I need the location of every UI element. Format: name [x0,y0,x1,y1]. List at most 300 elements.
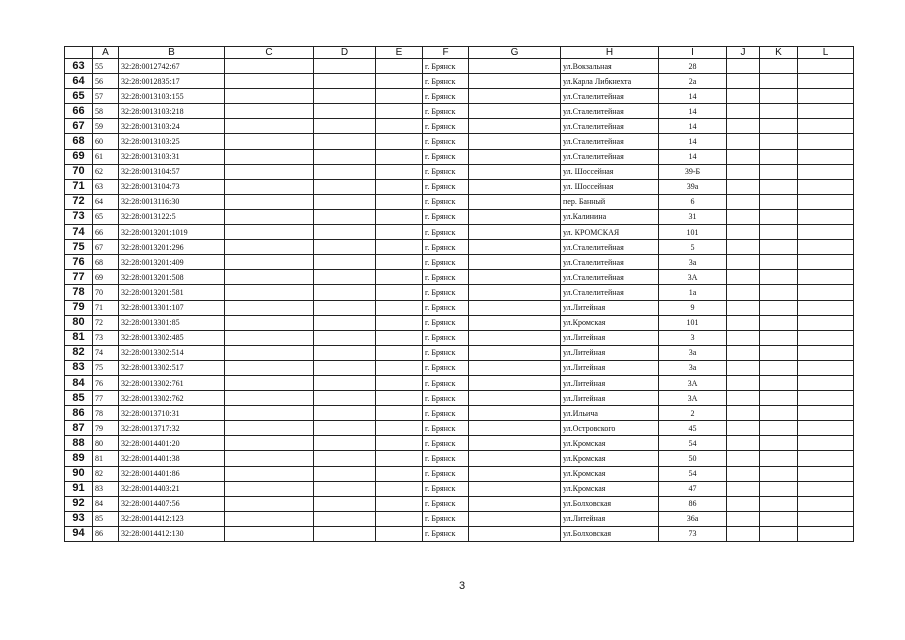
row-number[interactable]: 65 [65,89,93,104]
cell-l[interactable] [798,285,854,300]
cell-l[interactable] [798,406,854,421]
cell-k[interactable] [760,194,798,209]
column-header-k[interactable]: K [760,47,798,59]
cell-k[interactable] [760,391,798,406]
cell-c[interactable] [225,74,314,89]
cell-a[interactable]: 59 [93,119,119,134]
cell-j[interactable] [727,345,760,360]
cell-j[interactable] [727,149,760,164]
cell-h[interactable]: ул. КРОМСКАЯ [561,225,659,240]
cell-c[interactable] [225,481,314,496]
column-header-i[interactable]: I [659,47,727,59]
cell-b[interactable]: 32:28:0013301:107 [119,300,225,315]
cell-d[interactable] [314,406,376,421]
row-number[interactable]: 71 [65,179,93,194]
cell-e[interactable] [376,194,423,209]
cell-c[interactable] [225,526,314,541]
cell-e[interactable] [376,255,423,270]
cell-j[interactable] [727,330,760,345]
cell-c[interactable] [225,315,314,330]
cell-d[interactable] [314,300,376,315]
cell-i[interactable]: 3а [659,255,727,270]
cell-c[interactable] [225,285,314,300]
cell-e[interactable] [376,466,423,481]
cell-k[interactable] [760,179,798,194]
cell-g[interactable] [469,149,561,164]
cell-l[interactable] [798,436,854,451]
cell-c[interactable] [225,209,314,224]
cell-f[interactable]: г. Брянск [423,164,469,179]
cell-g[interactable] [469,451,561,466]
cell-g[interactable] [469,436,561,451]
column-header-d[interactable]: D [314,47,376,59]
cell-h[interactable]: ул.Калинина [561,209,659,224]
cell-i[interactable]: 9 [659,300,727,315]
cell-f[interactable]: г. Брянск [423,481,469,496]
cell-c[interactable] [225,270,314,285]
cell-f[interactable]: г. Брянск [423,345,469,360]
row-number[interactable]: 73 [65,209,93,224]
cell-h[interactable]: ул.Кромская [561,466,659,481]
cell-j[interactable] [727,194,760,209]
cell-i[interactable]: 5 [659,240,727,255]
cell-k[interactable] [760,104,798,119]
cell-e[interactable] [376,225,423,240]
cell-d[interactable] [314,481,376,496]
cell-c[interactable] [225,240,314,255]
cell-d[interactable] [314,89,376,104]
cell-j[interactable] [727,74,760,89]
cell-h[interactable]: ул.Сталелитейная [561,285,659,300]
cell-a[interactable]: 71 [93,300,119,315]
cell-j[interactable] [727,511,760,526]
cell-a[interactable]: 63 [93,179,119,194]
cell-b[interactable]: 32:28:0013103:31 [119,149,225,164]
cell-d[interactable] [314,315,376,330]
column-header-e[interactable]: E [376,47,423,59]
cell-e[interactable] [376,59,423,74]
cell-d[interactable] [314,225,376,240]
cell-c[interactable] [225,496,314,511]
cell-j[interactable] [727,375,760,390]
cell-e[interactable] [376,89,423,104]
cell-h[interactable]: ул.Кромская [561,451,659,466]
cell-d[interactable] [314,179,376,194]
cell-k[interactable] [760,466,798,481]
cell-c[interactable] [225,330,314,345]
cell-g[interactable] [469,240,561,255]
cell-c[interactable] [225,134,314,149]
cell-f[interactable]: г. Брянск [423,391,469,406]
cell-j[interactable] [727,315,760,330]
cell-g[interactable] [469,285,561,300]
cell-a[interactable]: 78 [93,406,119,421]
cell-i[interactable]: 3 [659,330,727,345]
cell-h[interactable]: ул.Кромская [561,315,659,330]
cell-j[interactable] [727,436,760,451]
cell-g[interactable] [469,421,561,436]
cell-i[interactable]: 14 [659,149,727,164]
cell-a[interactable]: 57 [93,89,119,104]
cell-d[interactable] [314,496,376,511]
cell-i[interactable]: 3А [659,270,727,285]
cell-f[interactable]: г. Брянск [423,436,469,451]
cell-a[interactable]: 85 [93,511,119,526]
cell-l[interactable] [798,511,854,526]
cell-i[interactable]: 6 [659,194,727,209]
cell-l[interactable] [798,89,854,104]
cell-f[interactable]: г. Брянск [423,526,469,541]
cell-h[interactable]: ул.Кромская [561,436,659,451]
cell-i[interactable]: 101 [659,315,727,330]
cell-i[interactable]: 54 [659,466,727,481]
cell-j[interactable] [727,391,760,406]
cell-h[interactable]: ул.Литейная [561,360,659,375]
row-number[interactable]: 81 [65,330,93,345]
cell-b[interactable]: 32:28:0013717:32 [119,421,225,436]
cell-h[interactable]: ул.Литейная [561,391,659,406]
cell-g[interactable] [469,406,561,421]
cell-g[interactable] [469,496,561,511]
cell-e[interactable] [376,436,423,451]
cell-l[interactable] [798,149,854,164]
cell-g[interactable] [469,119,561,134]
cell-l[interactable] [798,330,854,345]
cell-f[interactable]: г. Брянск [423,360,469,375]
row-number[interactable]: 89 [65,451,93,466]
cell-h[interactable]: ул.Сталелитейная [561,240,659,255]
cell-l[interactable] [798,240,854,255]
cell-k[interactable] [760,481,798,496]
cell-b[interactable]: 32:28:0013104:57 [119,164,225,179]
cell-d[interactable] [314,451,376,466]
cell-b[interactable]: 32:28:0013710:31 [119,406,225,421]
cell-k[interactable] [760,59,798,74]
cell-k[interactable] [760,240,798,255]
cell-d[interactable] [314,466,376,481]
row-number[interactable]: 83 [65,360,93,375]
cell-a[interactable]: 62 [93,164,119,179]
cell-k[interactable] [760,345,798,360]
cell-f[interactable]: г. Брянск [423,149,469,164]
cell-h[interactable]: ул.Сталелитейная [561,134,659,149]
cell-k[interactable] [760,164,798,179]
cell-f[interactable]: г. Брянск [423,255,469,270]
cell-d[interactable] [314,436,376,451]
cell-a[interactable]: 72 [93,315,119,330]
cell-g[interactable] [469,225,561,240]
cell-b[interactable]: 32:28:0014401:38 [119,451,225,466]
cell-a[interactable]: 55 [93,59,119,74]
cell-a[interactable]: 83 [93,481,119,496]
cell-d[interactable] [314,270,376,285]
cell-a[interactable]: 64 [93,194,119,209]
row-number[interactable]: 69 [65,149,93,164]
cell-e[interactable] [376,119,423,134]
cell-a[interactable]: 80 [93,436,119,451]
cell-f[interactable]: г. Брянск [423,496,469,511]
cell-l[interactable] [798,179,854,194]
column-header-h[interactable]: H [561,47,659,59]
cell-k[interactable] [760,496,798,511]
row-number[interactable]: 68 [65,134,93,149]
cell-c[interactable] [225,104,314,119]
corner-header[interactable] [65,47,93,59]
cell-i[interactable]: 2а [659,74,727,89]
cell-k[interactable] [760,330,798,345]
cell-c[interactable] [225,391,314,406]
cell-d[interactable] [314,104,376,119]
cell-e[interactable] [376,496,423,511]
cell-e[interactable] [376,149,423,164]
cell-l[interactable] [798,194,854,209]
cell-j[interactable] [727,89,760,104]
cell-k[interactable] [760,285,798,300]
cell-b[interactable]: 32:28:0014403:21 [119,481,225,496]
cell-d[interactable] [314,119,376,134]
cell-e[interactable] [376,345,423,360]
row-number[interactable]: 74 [65,225,93,240]
cell-j[interactable] [727,300,760,315]
cell-i[interactable]: 73 [659,526,727,541]
cell-b[interactable]: 32:28:0013201:581 [119,285,225,300]
cell-k[interactable] [760,134,798,149]
cell-e[interactable] [376,209,423,224]
cell-i[interactable]: 86 [659,496,727,511]
cell-i[interactable]: 14 [659,104,727,119]
row-number[interactable]: 64 [65,74,93,89]
cell-a[interactable]: 79 [93,421,119,436]
cell-k[interactable] [760,526,798,541]
cell-j[interactable] [727,285,760,300]
cell-g[interactable] [469,255,561,270]
cell-e[interactable] [376,451,423,466]
cell-a[interactable]: 67 [93,240,119,255]
row-number[interactable]: 91 [65,481,93,496]
cell-f[interactable]: г. Брянск [423,74,469,89]
cell-a[interactable]: 73 [93,330,119,345]
cell-j[interactable] [727,225,760,240]
cell-k[interactable] [760,255,798,270]
cell-i[interactable]: 31 [659,209,727,224]
cell-g[interactable] [469,164,561,179]
cell-a[interactable]: 68 [93,255,119,270]
cell-d[interactable] [314,285,376,300]
cell-l[interactable] [798,104,854,119]
cell-b[interactable]: 32:28:0013201:1019 [119,225,225,240]
cell-j[interactable] [727,59,760,74]
cell-c[interactable] [225,164,314,179]
cell-a[interactable]: 76 [93,375,119,390]
cell-c[interactable] [225,225,314,240]
cell-e[interactable] [376,375,423,390]
cell-h[interactable]: ул.Сталелитейная [561,255,659,270]
cell-l[interactable] [798,209,854,224]
cell-h[interactable]: ул.Литейная [561,345,659,360]
cell-g[interactable] [469,89,561,104]
cell-b[interactable]: 32:28:0013201:296 [119,240,225,255]
cell-h[interactable]: ул.Ильича [561,406,659,421]
cell-b[interactable]: 32:28:0013201:508 [119,270,225,285]
cell-d[interactable] [314,134,376,149]
cell-g[interactable] [469,179,561,194]
cell-c[interactable] [225,360,314,375]
cell-a[interactable]: 66 [93,225,119,240]
cell-a[interactable]: 58 [93,104,119,119]
cell-c[interactable] [225,179,314,194]
cell-k[interactable] [760,300,798,315]
cell-c[interactable] [225,89,314,104]
cell-h[interactable]: ул.Сталелитейная [561,149,659,164]
cell-j[interactable] [727,134,760,149]
cell-f[interactable]: г. Брянск [423,225,469,240]
cell-c[interactable] [225,194,314,209]
cell-b[interactable]: 32:28:0012742:67 [119,59,225,74]
cell-i[interactable]: 36а [659,511,727,526]
row-number[interactable]: 85 [65,391,93,406]
cell-f[interactable]: г. Брянск [423,194,469,209]
cell-c[interactable] [225,345,314,360]
cell-f[interactable]: г. Брянск [423,209,469,224]
cell-f[interactable]: г. Брянск [423,421,469,436]
cell-d[interactable] [314,149,376,164]
cell-i[interactable]: 50 [659,451,727,466]
cell-h[interactable]: ул.Болховская [561,496,659,511]
cell-a[interactable]: 69 [93,270,119,285]
row-number[interactable]: 82 [65,345,93,360]
row-number[interactable]: 88 [65,436,93,451]
row-number[interactable]: 67 [65,119,93,134]
cell-f[interactable]: г. Брянск [423,270,469,285]
cell-f[interactable]: г. Брянск [423,59,469,74]
cell-b[interactable]: 32:28:0013122:5 [119,209,225,224]
cell-i[interactable]: 101 [659,225,727,240]
cell-b[interactable]: 32:28:0013103:155 [119,89,225,104]
cell-f[interactable]: г. Брянск [423,240,469,255]
cell-c[interactable] [225,255,314,270]
cell-l[interactable] [798,481,854,496]
cell-j[interactable] [727,526,760,541]
cell-d[interactable] [314,526,376,541]
row-number[interactable]: 80 [65,315,93,330]
cell-g[interactable] [469,104,561,119]
cell-h[interactable]: ул.Сталелитейная [561,104,659,119]
cell-l[interactable] [798,345,854,360]
cell-i[interactable]: 14 [659,89,727,104]
cell-e[interactable] [376,421,423,436]
row-number[interactable]: 84 [65,375,93,390]
cell-i[interactable]: 3А [659,391,727,406]
cell-l[interactable] [798,164,854,179]
cell-d[interactable] [314,255,376,270]
cell-k[interactable] [760,360,798,375]
cell-d[interactable] [314,330,376,345]
row-number[interactable]: 92 [65,496,93,511]
column-header-c[interactable]: C [225,47,314,59]
cell-j[interactable] [727,270,760,285]
cell-g[interactable] [469,375,561,390]
cell-b[interactable]: 32:28:0013103:25 [119,134,225,149]
cell-k[interactable] [760,89,798,104]
cell-k[interactable] [760,421,798,436]
cell-g[interactable] [469,270,561,285]
cell-b[interactable]: 32:28:0012835:17 [119,74,225,89]
cell-d[interactable] [314,360,376,375]
cell-e[interactable] [376,315,423,330]
cell-d[interactable] [314,59,376,74]
cell-k[interactable] [760,270,798,285]
cell-g[interactable] [469,300,561,315]
cell-c[interactable] [225,466,314,481]
row-number[interactable]: 66 [65,104,93,119]
cell-a[interactable]: 81 [93,451,119,466]
cell-l[interactable] [798,300,854,315]
cell-h[interactable]: ул.Болховская [561,526,659,541]
cell-i[interactable]: 39-Б [659,164,727,179]
cell-l[interactable] [798,225,854,240]
cell-l[interactable] [798,391,854,406]
cell-f[interactable]: г. Брянск [423,285,469,300]
cell-h[interactable]: ул.Сталелитейная [561,270,659,285]
cell-c[interactable] [225,421,314,436]
cell-d[interactable] [314,240,376,255]
cell-d[interactable] [314,74,376,89]
cell-e[interactable] [376,360,423,375]
cell-g[interactable] [469,74,561,89]
cell-i[interactable]: 14 [659,119,727,134]
cell-e[interactable] [376,526,423,541]
cell-l[interactable] [798,360,854,375]
cell-e[interactable] [376,406,423,421]
cell-e[interactable] [376,300,423,315]
column-header-g[interactable]: G [469,47,561,59]
cell-e[interactable] [376,240,423,255]
cell-c[interactable] [225,119,314,134]
cell-b[interactable]: 32:28:0014412:130 [119,526,225,541]
cell-l[interactable] [798,466,854,481]
row-number[interactable]: 77 [65,270,93,285]
cell-b[interactable]: 32:28:0013302:514 [119,345,225,360]
cell-a[interactable]: 61 [93,149,119,164]
cell-b[interactable]: 32:28:0013104:73 [119,179,225,194]
cell-i[interactable]: 47 [659,481,727,496]
cell-k[interactable] [760,436,798,451]
cell-h[interactable]: ул.Карла Либкнехта [561,74,659,89]
row-number[interactable]: 90 [65,466,93,481]
cell-b[interactable]: 32:28:0013301:85 [119,315,225,330]
cell-b[interactable]: 32:28:0014412:123 [119,511,225,526]
row-number[interactable]: 78 [65,285,93,300]
cell-i[interactable]: 3А [659,375,727,390]
column-header-a[interactable]: A [93,47,119,59]
cell-g[interactable] [469,134,561,149]
row-number[interactable]: 93 [65,511,93,526]
cell-g[interactable] [469,466,561,481]
cell-f[interactable]: г. Брянск [423,406,469,421]
cell-j[interactable] [727,406,760,421]
cell-d[interactable] [314,391,376,406]
row-number[interactable]: 63 [65,59,93,74]
cell-i[interactable]: 3а [659,360,727,375]
cell-g[interactable] [469,209,561,224]
cell-k[interactable] [760,315,798,330]
cell-a[interactable]: 65 [93,209,119,224]
cell-b[interactable]: 32:28:0014401:86 [119,466,225,481]
cell-e[interactable] [376,391,423,406]
cell-k[interactable] [760,119,798,134]
cell-a[interactable]: 60 [93,134,119,149]
cell-d[interactable] [314,164,376,179]
